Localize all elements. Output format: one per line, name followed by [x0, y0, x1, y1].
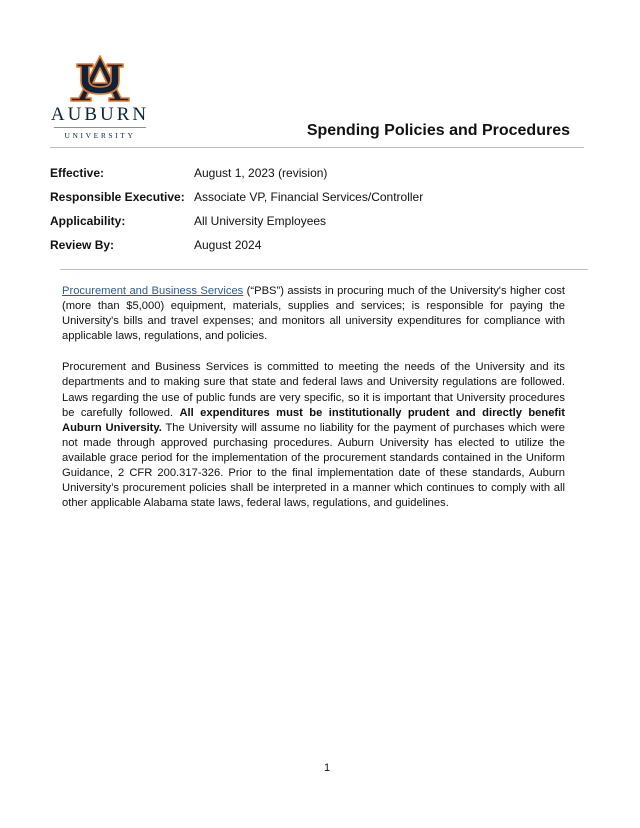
section-divider — [60, 269, 588, 270]
policy-body — [62, 284, 565, 527]
au-monogram-icon — [69, 54, 131, 102]
auburn-university-logo — [50, 54, 150, 144]
logo-divider — [54, 127, 146, 128]
meta-label: Effective: — [50, 166, 105, 180]
meta-row-applicability — [50, 214, 584, 238]
commitment-text-start: Procurement and Business Services is committed to meeting the needs of the University and its departments and to making sure that state and federal laws and University regulations are followed. Laws regarding the use of public funds are very specific, so it is important that University procedures be carefully followed. — [62, 361, 565, 419]
intro-paragraph-text: (“PBS”) assists in procuring much of the University's higher cost (more than $5,000) equipment, materials, supplies and services; is responsible for paying the University's bills and travel expenses; and monitors all university expenditures for compliance with applicable laws, regulations, and policies. — [62, 285, 565, 343]
meta-value: Associate VP, Financial Services/Controller — [194, 190, 424, 204]
document-title: Spending Policies and Procedures — [306, 122, 570, 139]
meta-label: Applicability: — [50, 214, 126, 228]
pbs-link[interactable]: Procurement and Business Services — [62, 285, 244, 297]
commitment-text-end: The University will assume no liability for the payment of purchases which were not made through approved purchasing procedures. Auburn University has elected to utilize the available grace period for the implementation of the procurement standards contained in the Uniform Guidance, 2 CFR 200.317-326. Prior to the final implementation date of these standards, Auburn University’s procurement policies shall be interpreted in a manner which continues to comply with all other applicable Alabama state laws, federal laws, regulations, and guidelines. — [62, 421, 565, 510]
commitment-paragraph — [62, 360, 565, 511]
meta-row-responsible-executive — [50, 190, 584, 214]
header-divider — [50, 147, 584, 148]
meta-row-review-by — [50, 238, 584, 262]
meta-row-effective — [50, 166, 584, 190]
meta-value: All University Employees — [194, 214, 327, 228]
meta-value: August 2024 — [194, 238, 262, 252]
policy-metadata — [50, 166, 584, 262]
logo-subtitle: UNIVERSITY — [64, 131, 136, 140]
logo-wordmark: AUBURN — [50, 104, 150, 125]
intro-paragraph — [62, 284, 565, 344]
meta-value: August 1, 2023 (revision) — [194, 166, 328, 180]
meta-label: Review By: — [50, 238, 115, 252]
meta-label: Responsible Executive: — [50, 190, 185, 204]
page-number: 1 — [323, 762, 331, 774]
commitment-bold-statement: All expenditures must be institutionally prudent and directly benefit Auburn University. — [62, 406, 565, 434]
